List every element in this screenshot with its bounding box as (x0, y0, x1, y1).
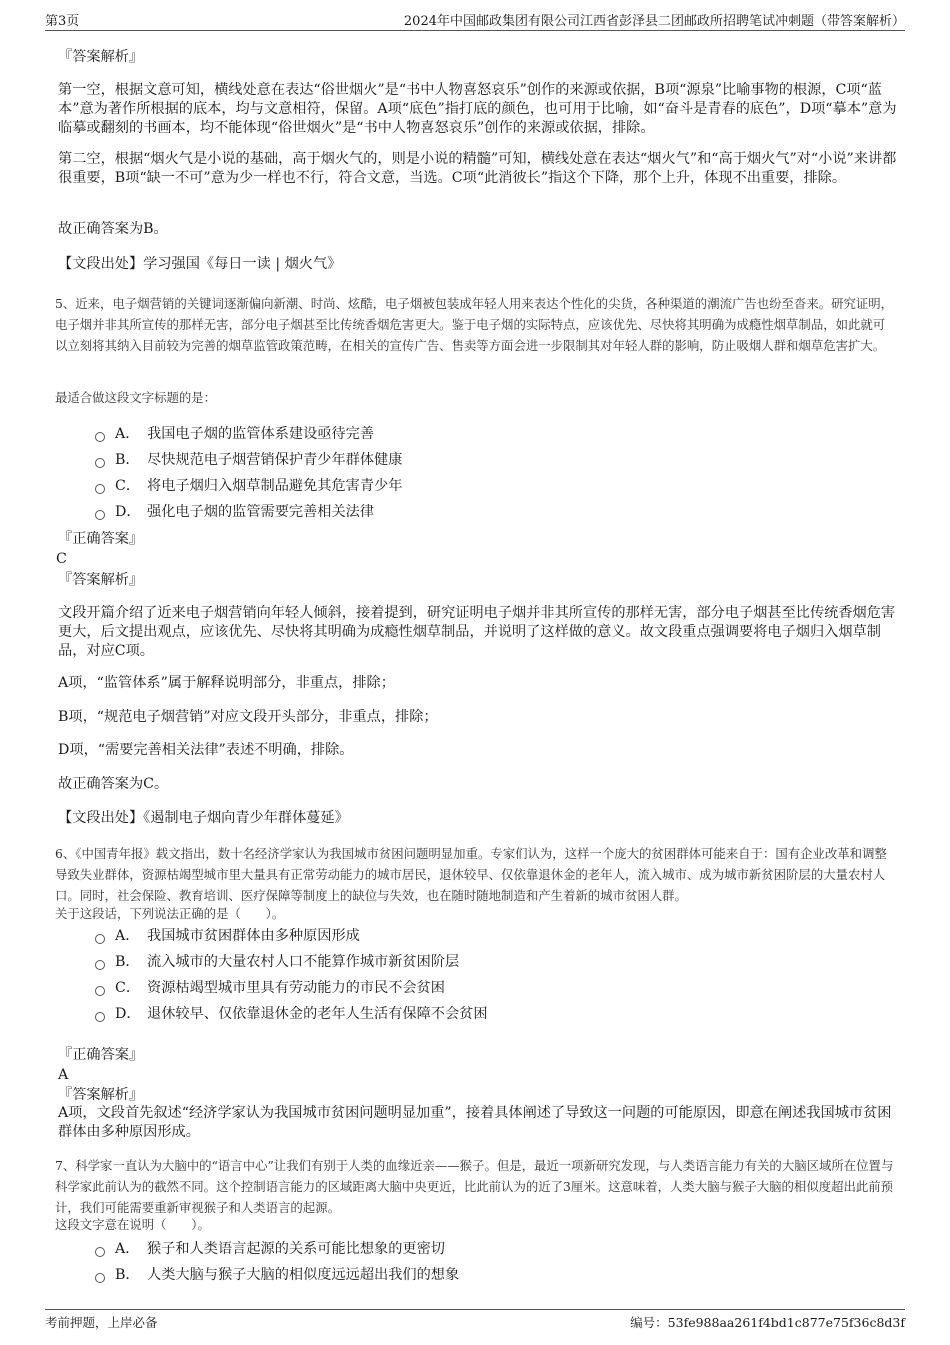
q5-note-d: D项，“需要完善相关法律”表述不明确，排除。 (58, 742, 354, 758)
q5-note-a: A项，“监管体系”属于解释说明部分，非重点，排除； (58, 675, 395, 691)
q6-analysis-label: 『答案解析』 (58, 1087, 144, 1103)
q6-option-d[interactable]: D． 退休较早、仅依靠退休金的老年人生活有保障不会贫困 (95, 1004, 488, 1024)
q5-source: 【文段出处】《遏制电子烟向青少年群体蔓延》 (58, 810, 349, 826)
radio-icon[interactable] (95, 986, 105, 996)
q6-analysis: A项，文段首先叙述“经济学家认为我国城市贫困问题明显加重”，接着具体阐述了导致这一问题的可能原因，即意在阐述我国城市贫困群体由多种原因形成。 (58, 1105, 892, 1140)
q6-option-a[interactable]: A． 我国城市贫困群体由多种原因形成 (95, 926, 360, 946)
q6-question: 关于这段话，下列说法正确的是（ ）。 (55, 906, 285, 921)
q5-stem: 5、近来，电子烟营销的关键词逐渐偏向新潮、时尚、炫酷，电子烟被包装成年轻人用来表达个性化的尖货，各种渠道的潮流广告也纷至沓来。研究证明，电子烟并非其所宣传的那样无害，部分电子烟甚至比传统香烟危害更大。鉴于电子烟的实际特点，应该优先、尽快将其明确为成瘾性烟草制品，如此就可以立刻将其纳入目前较为完善的烟草监管政策范畴，在相关的宣传广告、售卖等方面会进一步限制其对年轻人群的影响，防止吸烟人群和烟草危害扩大。 (55, 296, 894, 353)
q7-option-a[interactable]: A． 猴子和人类语言起源的关系可能比想象的更密切 (95, 1239, 445, 1259)
q4-analysis-para2: 第二空，根据“烟火气是小说的基础，高于烟火气的，则是小说的精髓”可知，横线处意在表达“烟火气”和“高于烟火气”对“小说”来讲都很重要，B项“缺一不可”意为少一样也不行，符合文意，当选。C项“此消彼长”指这个下降，那个上升，体现不出重要，排除。 (58, 151, 897, 186)
radio-icon[interactable] (95, 458, 105, 468)
q4-analysis-label: 『答案解析』 (58, 49, 144, 65)
q4-analysis-para1: 第一空，根据文意可知，横线处意在表达“俗世烟火”是“书中人物喜怒哀乐”创作的来源或依据，B项“源泉”比喻事物的根源，C项“蓝本”意为著作所根据的底本，均与文意相符，保留。A项“底色”指打底的颜色，也可用于比喻，如“奋斗是青春的底色”，D项“摹本”意为临摹或翻刻的书画本，均不能体现“俗世烟火”是“书中人物喜怒哀乐”创作的来源或依据，排除。 (58, 82, 897, 136)
footer-divider (45, 1309, 905, 1310)
radio-icon[interactable] (95, 1273, 105, 1283)
q5-question: 最适合做这段文字标题的是： (55, 390, 217, 405)
q6-answer: A (58, 1067, 69, 1083)
q5-option-a[interactable]: A． 我国电子烟的监管体系建设亟待完善 (95, 424, 374, 444)
radio-icon[interactable] (95, 484, 105, 494)
q5-analysis-label: 『答案解析』 (58, 572, 144, 588)
q5-option-c[interactable]: C． 将电子烟归入烟草制品避免其危害青少年 (95, 476, 402, 496)
q5-answer: C (56, 551, 67, 567)
document-title: 2024年中国邮政集团有限公司江西省彭泽县二团邮政所招聘笔试冲刺题（带答案解析） (403, 14, 905, 29)
q6-option-c[interactable]: C． 资源枯竭型城市里具有劳动能力的市民不会贫困 (95, 978, 445, 998)
q6-answer-label: 『正确答案』 (58, 1047, 144, 1063)
radio-icon[interactable] (95, 960, 105, 970)
q5-answer-label: 『正确答案』 (58, 531, 144, 547)
q7-option-b[interactable]: B． 人类大脑与猴子大脑的相似度远远超出我们的想象 (95, 1265, 459, 1285)
footer-serial-number: 编号：53fe988aa261f4bd1c877e75f36c8d3f (630, 1315, 905, 1330)
radio-icon[interactable] (95, 934, 105, 944)
q5-option-b[interactable]: B． 尽快规范电子烟营销保护青少年群体健康 (95, 450, 402, 470)
q4-conclusion: 故正确答案为B。 (58, 221, 168, 237)
q5-conclusion: 故正确答案为C。 (58, 776, 169, 792)
q6-option-b[interactable]: B． 流入城市的大量农村人口不能算作城市新贫困阶层 (95, 952, 459, 972)
q7-question: 这段文字意在说明（ ）。 (55, 1217, 210, 1232)
page-number: 第3页 (45, 14, 80, 29)
radio-icon[interactable] (95, 432, 105, 442)
radio-icon[interactable] (95, 510, 105, 520)
q5-note-b: B项，“规范电子烟营销”对应文段开头部分，非重点，排除； (58, 709, 438, 725)
footer-slogan: 考前押题，上岸必备 (45, 1315, 158, 1330)
header-divider (45, 30, 905, 31)
q5-option-d[interactable]: D． 强化电子烟的监管需要完善相关法律 (95, 502, 374, 522)
q5-analysis: 文段开篇介绍了近来电子烟营销向年轻人倾斜，接着提到，研究证明电子烟并非其所宣传的那样无害，部分电子烟甚至比传统香烟危害更大，后文提出观点，应该优先、尽快将其明确为成瘾性烟草制品，并说明了这样做的意义。故文段重点强调要将电子烟归入烟草制品，对应C项。 (58, 605, 896, 659)
radio-icon[interactable] (95, 1012, 105, 1022)
radio-icon[interactable] (95, 1247, 105, 1257)
q6-stem: 6、《中国青年报》载文指出，数十名经济学家认为我国城市贫困问题明显加重。专家们认为，这样一个庞大的贫困群体可能来自于：国有企业改革和调整导致失业群体，资源枯竭型城市里大量具有正常劳动能力的城市居民，退休较早、仅依靠退休金的老年人，流入城市、成为城市新贫困阶层的大量农村人口。同时，社会保险、教育培训、医疗保障等制度上的缺位与失效，也在随时随地制造和产生着新的城市贫困人群。 (55, 846, 887, 903)
q7-stem: 7、科学家一直认为大脑中的“语言中心”让我们有别于人类的血缘近亲——猴子。但是，最近一项新研究发现，与人类语言能力有关的大脑区域所在位置与科学家此前认为的截然不同。这个控制语言能力的区域距离大脑中央更近，比此前认为的近了3厘米。这意味着，人类大脑与猴子大脑的相似度超出此前预计，我们可能需要重新审视猴子和人类语言的起源。 (55, 1158, 894, 1215)
q4-source: 【文段出处】学习强国《每日一读 | 烟火气》 (58, 256, 342, 272)
